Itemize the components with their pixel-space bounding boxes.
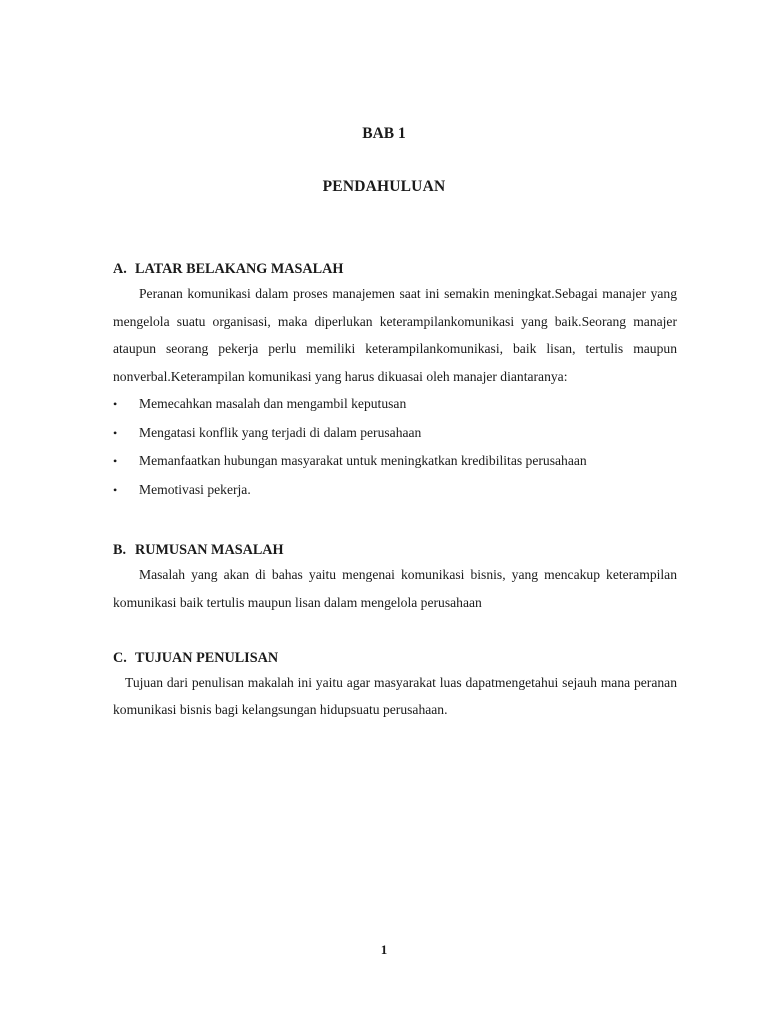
section-paragraph-latar-belakang: Peranan komunikasi dalam proses manajemen saat ini semakin meningkat.Sebagai manajer yang mengelola suatu organisasi, maka diperlukan keterampilankomunikasi yang baik.Seorang manajer ataupun seorang pekerja perlu memiliki keterampilankomunikasi, baik lisan, tertulis maupun nonverbal.Keterampilan komunikasi yang harus dikuasai oleh manajer diantaranya: <box>113 286 677 384</box>
section-title: TUJUAN PENULISAN <box>135 649 279 666</box>
list-item <box>113 419 677 448</box>
list-item <box>113 447 677 476</box>
chapter-number: BAB 1 <box>362 125 406 142</box>
section-letter: C. <box>113 649 127 666</box>
section-heading-latar-belakang <box>113 258 677 280</box>
list-item <box>113 390 677 419</box>
list-item-text: Mengatasi konflik yang terjadi di dalam perusahaan <box>139 424 422 440</box>
list-item-text: Memecahkan masalah dan mengambil keputusan <box>139 396 407 412</box>
section-paragraph-tujuan-penulisan: Tujuan dari penulisan makalah ini yaitu agar masyarakat luas dapatmengetahui sejauh mana peranan komunikasi bisnis bagi kelangsungan hidupsuatu perusahaan. <box>113 674 677 718</box>
chapter-title: PENDAHULUAN <box>322 178 446 195</box>
bullet-icon: • <box>113 425 118 440</box>
section-heading-rumusan-masalah <box>113 539 677 561</box>
section-title: LATAR BELAKANG MASALAH <box>135 261 344 277</box>
section-letter: B. <box>113 542 127 559</box>
section-paragraph-rumusan-masalah: Masalah yang akan di bahas yaitu mengenai komunikasi bisnis, yang mencakup keterampilan komunikasi baik tertulis maupun lisan dalam mengelola perusahaan <box>113 567 677 610</box>
section-title: RUMUSAN MASALAH <box>135 542 284 559</box>
bullet-list <box>113 390 677 504</box>
list-item <box>113 476 677 505</box>
document-body <box>113 258 677 724</box>
page-number: 1 <box>380 942 388 957</box>
list-item-text: Memotivasi pekerja. <box>139 481 251 497</box>
section-letter: A. <box>113 261 127 277</box>
list-item-text: Memanfaatkan hubungan masyarakat untuk meningkatkan kredibilitas perusahaan <box>139 453 587 469</box>
section-heading-tujuan-penulisan <box>113 647 677 669</box>
bullet-icon: • <box>113 397 118 412</box>
bullet-icon: • <box>113 454 118 469</box>
bullet-icon: • <box>113 482 118 497</box>
